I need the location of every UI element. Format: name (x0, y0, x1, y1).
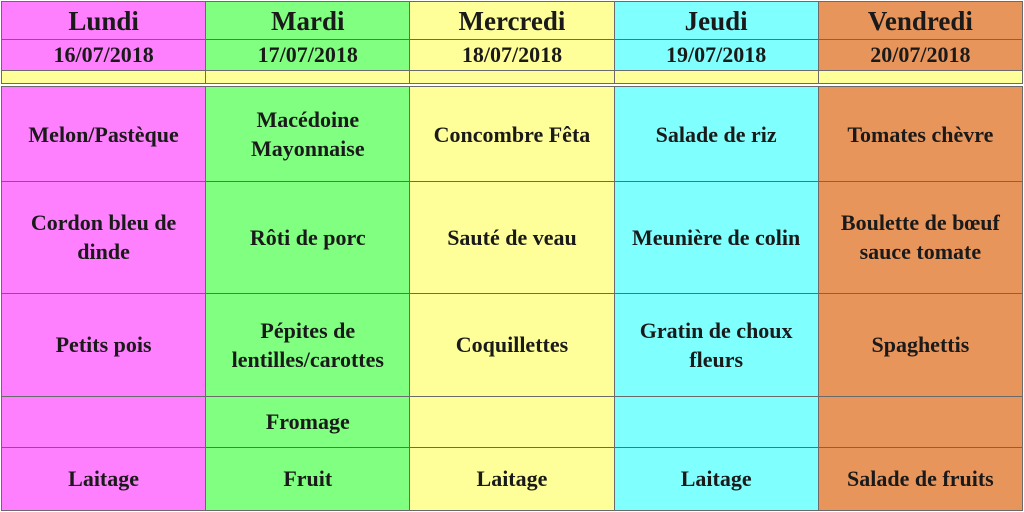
fromage-row (2, 396, 1023, 447)
fromage-mercredi (410, 396, 614, 447)
day-name-vendredi: Vendredi (818, 2, 1022, 40)
fromage-lundi (2, 396, 206, 447)
date-mardi: 17/07/2018 (206, 40, 410, 71)
entree-vendredi: Tomates chèvre (818, 87, 1022, 182)
fromage-mardi: Fromage (206, 396, 410, 447)
separator-row (2, 71, 1023, 84)
dessert-mardi: Fruit (206, 447, 410, 510)
day-name-jeudi: Jeudi (614, 2, 818, 40)
plat-row (2, 182, 1023, 293)
date-lundi: 16/07/2018 (2, 40, 206, 71)
plat-jeudi: Meunière de colin (614, 182, 818, 293)
date-mercredi: 18/07/2018 (410, 40, 614, 71)
entree-row (2, 87, 1023, 182)
day-name-mercredi: Mercredi (410, 2, 614, 40)
plat-lundi: Cordon bleu de dinde (2, 182, 206, 293)
accompagnement-lundi: Petits pois (2, 293, 206, 396)
separator-cell (410, 71, 614, 84)
day-name-mardi: Mardi (206, 2, 410, 40)
day-header-row (2, 2, 1023, 40)
day-name-lundi: Lundi (2, 2, 206, 40)
plat-vendredi: Boulette de bœuf sauce tomate (818, 182, 1022, 293)
accompagnement-mardi: Pépites de lentilles/carottes (206, 293, 410, 396)
separator-cell (614, 71, 818, 84)
entree-lundi: Melon/Pastèque (2, 87, 206, 182)
weekly-menu-table (1, 1, 1023, 511)
plat-mercredi: Sauté de veau (410, 182, 614, 293)
separator-cell (818, 71, 1022, 84)
accompagnement-jeudi: Gratin de choux fleurs (614, 293, 818, 396)
date-vendredi: 20/07/2018 (818, 40, 1022, 71)
plat-mardi: Rôti de porc (206, 182, 410, 293)
entree-jeudi: Salade de riz (614, 87, 818, 182)
accompagnement-row (2, 293, 1023, 396)
dessert-lundi: Laitage (2, 447, 206, 510)
accompagnement-vendredi: Spaghettis (818, 293, 1022, 396)
entree-mardi: Macédoine Mayonnaise (206, 87, 410, 182)
separator-cell (206, 71, 410, 84)
dessert-row (2, 447, 1023, 510)
dessert-vendredi: Salade de fruits (818, 447, 1022, 510)
date-jeudi: 19/07/2018 (614, 40, 818, 71)
date-row (2, 40, 1023, 71)
fromage-vendredi (818, 396, 1022, 447)
dessert-jeudi: Laitage (614, 447, 818, 510)
dessert-mercredi: Laitage (410, 447, 614, 510)
fromage-jeudi (614, 396, 818, 447)
entree-mercredi: Concombre Fêta (410, 87, 614, 182)
separator-cell (2, 71, 206, 84)
accompagnement-mercredi: Coquillettes (410, 293, 614, 396)
